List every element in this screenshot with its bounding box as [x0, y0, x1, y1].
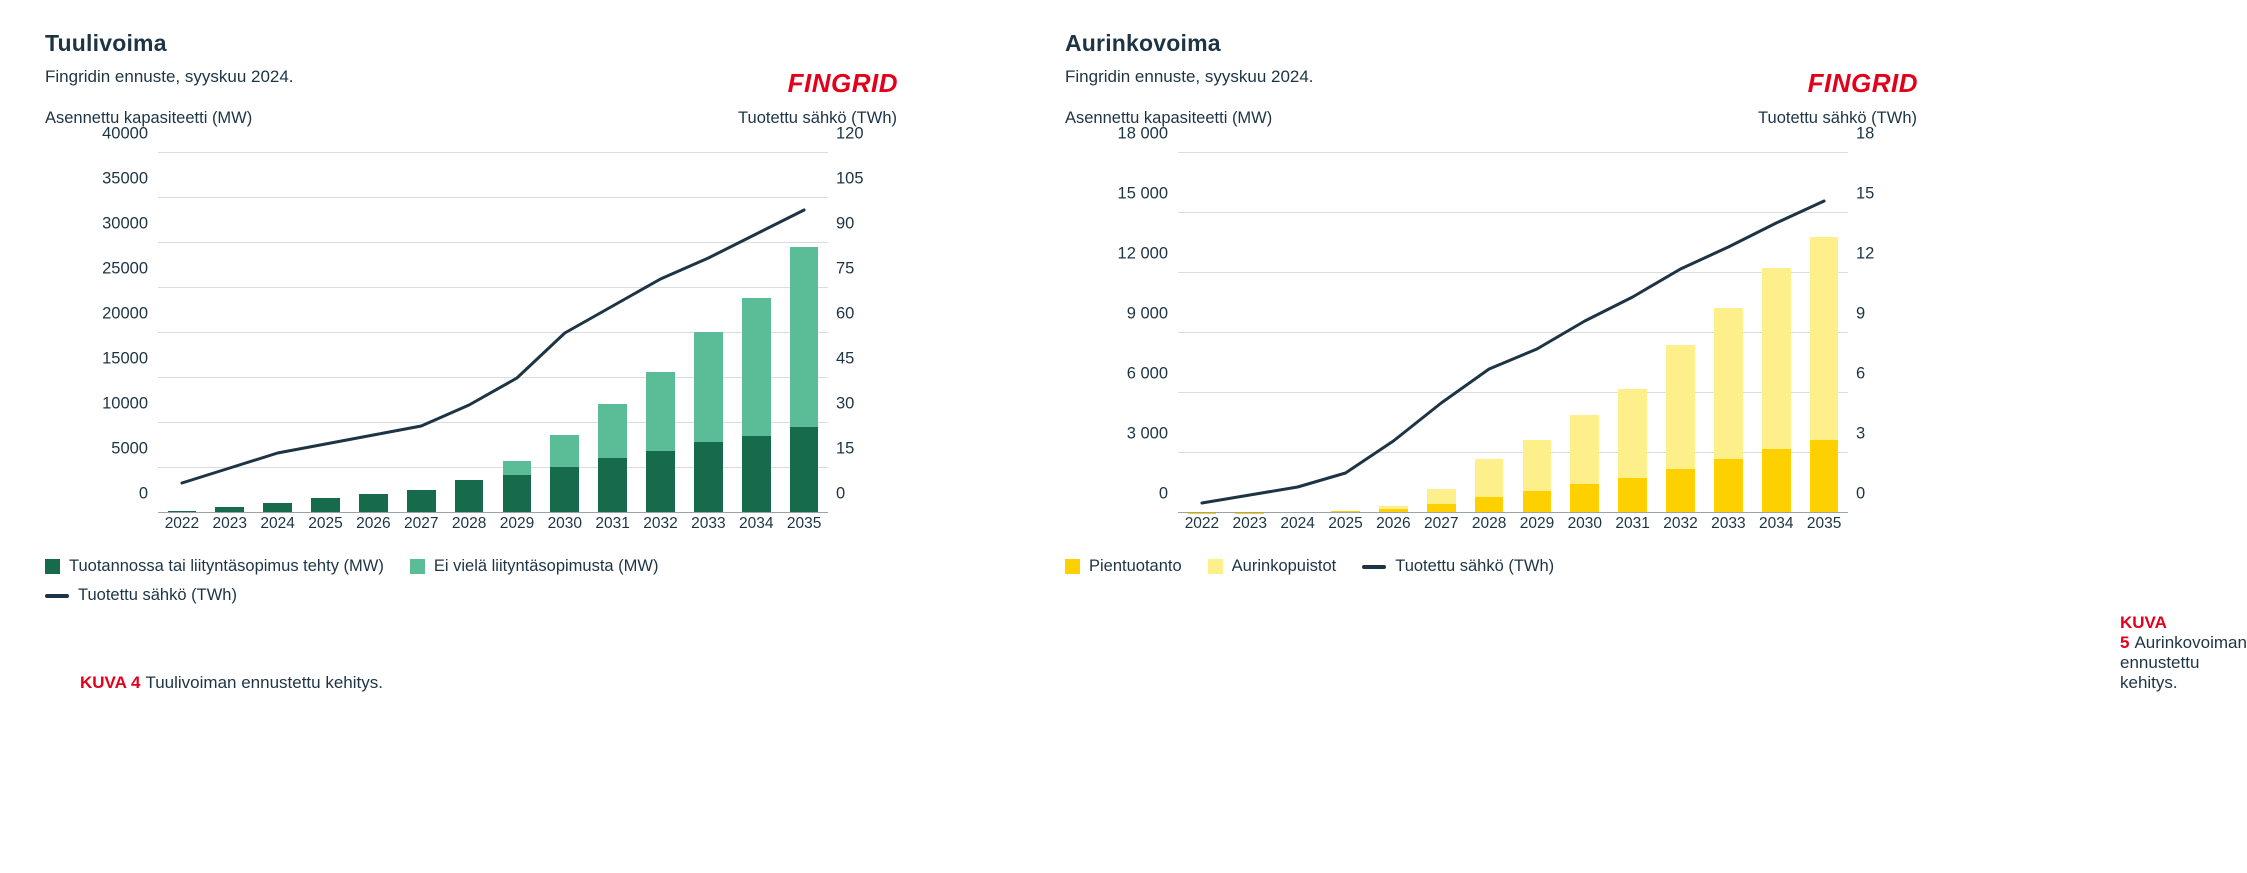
chart-panel-aurinkovoima [1060, 0, 2247, 873]
chart-subtitle-left: Fingridin ennuste, syyskuu 2024. [45, 67, 294, 86]
figure-caption-right [2120, 613, 2247, 693]
y-tick-label: 12 000 [1117, 244, 1168, 263]
x-tick-label: 2023 [1232, 515, 1268, 532]
y2-tick-label: 120 [836, 124, 864, 143]
legend-item[interactable] [410, 557, 659, 576]
x-tick-label: 2034 [739, 515, 774, 532]
legend-label: Tuotettu sähkö (TWh) [78, 586, 237, 604]
y-axis-left-ticks-right [1060, 124, 1168, 513]
y2-tick-label: 60 [836, 304, 855, 323]
y-tick-label: 10000 [102, 394, 148, 413]
x-tick-label: 2027 [403, 515, 439, 532]
y2-tick-label: 3 [1856, 424, 1866, 443]
x-axis-line-left [158, 512, 828, 513]
legend-color-swatch [410, 559, 425, 574]
y-tick-label: 0 [1158, 484, 1168, 503]
x-tick-label: 2034 [1759, 515, 1794, 532]
page-title-right: Aurinkovoima [1065, 30, 1221, 56]
legend-left [45, 557, 805, 615]
y-tick-label: 9 000 [1126, 304, 1168, 323]
x-tick-label: 2024 [1280, 515, 1315, 532]
plot-area-right [1060, 124, 1940, 541]
x-axis-line-right [1178, 512, 1848, 513]
legend-item[interactable] [1065, 557, 1182, 576]
axis-titles-right [1065, 109, 1935, 131]
legend-item[interactable] [1208, 557, 1337, 576]
x-tick-label: 2027 [1423, 515, 1459, 532]
line-path [1202, 201, 1824, 503]
y2-tick-label: 15 [836, 439, 855, 458]
fingrid-logo-left: FINGRID [787, 68, 898, 98]
x-tick-label: 2022 [164, 515, 200, 532]
legend-label: Aurinkopuistot [1231, 557, 1337, 575]
legend-color-swatch [45, 559, 60, 574]
x-tick-label: 2029 [1519, 515, 1555, 532]
x-tick-label: 2029 [499, 515, 535, 532]
caption-text-left: Tuulivoiman ennustettu kehitys. [145, 673, 383, 692]
x-tick-label: 2033 [691, 515, 726, 532]
y-tick-label: 3 000 [1126, 424, 1168, 443]
y-tick-label: 25000 [102, 259, 148, 278]
y-axis-right-ticks [836, 124, 900, 513]
legend-color-swatch [1208, 559, 1223, 574]
x-tick-label: 2023 [212, 515, 248, 532]
y2-tick-label: 0 [1856, 484, 1866, 503]
x-tick-label: 2031 [1615, 515, 1650, 532]
x-tick-label: 2033 [1711, 515, 1746, 532]
plot-canvas-left [158, 153, 828, 513]
legend-color-swatch [1065, 559, 1080, 574]
x-tick-label: 2024 [260, 515, 295, 532]
legend-label: Ei vielä liityntäsopimusta (MW) [433, 557, 659, 575]
x-tick-label: 2025 [308, 515, 343, 532]
x-tick-label: 2028 [451, 515, 487, 532]
y-tick-label: 15000 [102, 349, 148, 368]
caption-text-right: Aurinkovoiman ennustettu kehitys. [2120, 633, 2247, 692]
legend-line-swatch [1362, 565, 1386, 569]
y2-tick-label: 15 [1856, 184, 1875, 203]
y2-tick-label: 45 [836, 349, 855, 368]
x-tick-label: 2032 [643, 515, 678, 532]
y-tick-label: 18 000 [1117, 124, 1168, 143]
line-series-right [1178, 153, 1848, 513]
caption-tag-left: KUVA 4 [80, 673, 141, 692]
y-tick-label: 20000 [102, 304, 148, 323]
legend-label: Tuotettu sähkö (TWh) [1395, 557, 1555, 575]
plot-area-left [40, 124, 920, 541]
page-title-left: Tuulivoima [45, 30, 167, 56]
chart-panel-tuulivoima [40, 0, 920, 873]
chart-subtitle-right: Fingridin ennuste, syyskuu 2024. [1065, 67, 1314, 86]
x-tick-label: 2030 [1567, 515, 1603, 532]
y-tick-label: 0 [138, 484, 148, 503]
y2-tick-label: 90 [836, 214, 855, 233]
y-axis-left-ticks [40, 124, 148, 513]
right-axis-title-left: Tuotettu sähkö (TWh) [738, 109, 897, 127]
legend-line-swatch [45, 594, 69, 598]
caption-tag-right: KUVA 5 [2120, 613, 2167, 652]
line-series-left [158, 153, 828, 513]
legend-right [1065, 557, 1825, 586]
x-axis-labels-right [1178, 515, 1848, 541]
x-tick-label: 2035 [1806, 515, 1842, 532]
y2-tick-label: 0 [836, 484, 846, 503]
x-axis-labels-left [158, 515, 828, 541]
y-tick-label: 40000 [102, 124, 148, 143]
y-tick-label: 6 000 [1126, 364, 1168, 383]
y-tick-label: 30000 [102, 214, 148, 233]
y-tick-label: 5000 [111, 439, 148, 458]
fingrid-logo-right: FINGRID [1807, 68, 1918, 98]
y2-tick-label: 9 [1856, 304, 1866, 323]
y2-tick-label: 30 [836, 394, 855, 413]
figure-caption-left [80, 673, 383, 693]
x-tick-label: 2031 [595, 515, 630, 532]
y-axis-right-ticks-right [1856, 124, 1920, 513]
legend-label: Pientuotanto [1089, 557, 1182, 575]
y2-tick-label: 18 [1856, 124, 1875, 143]
x-tick-label: 2022 [1184, 515, 1220, 532]
y2-tick-label: 6 [1856, 364, 1866, 383]
legend-label: Tuotannossa tai liityntäsopimus tehty (MW) [69, 557, 384, 575]
y-tick-label: 35000 [102, 169, 148, 188]
y-tick-label: 15 000 [1117, 184, 1168, 203]
x-tick-label: 2028 [1471, 515, 1507, 532]
right-axis-title-right: Tuotettu sähkö (TWh) [1758, 109, 1917, 127]
left-axis-title-left: Asennettu kapasiteetti (MW) [45, 109, 253, 127]
left-axis-title-right: Asennettu kapasiteetti (MW) [1065, 109, 1273, 127]
x-tick-label: 2030 [547, 515, 583, 532]
x-tick-label: 2025 [1328, 515, 1363, 532]
legend-item[interactable] [45, 557, 384, 576]
y2-tick-label: 12 [1856, 244, 1875, 263]
x-tick-label: 2026 [1376, 515, 1411, 532]
x-tick-label: 2035 [786, 515, 822, 532]
axis-titles-left [45, 109, 915, 131]
y2-tick-label: 75 [836, 259, 855, 278]
x-tick-label: 2026 [356, 515, 391, 532]
y2-tick-label: 105 [836, 169, 864, 188]
x-tick-label: 2032 [1663, 515, 1698, 532]
legend-item[interactable] [45, 586, 237, 605]
legend-item[interactable] [1362, 557, 1554, 576]
plot-canvas-right [1178, 153, 1848, 513]
line-path [182, 210, 804, 483]
